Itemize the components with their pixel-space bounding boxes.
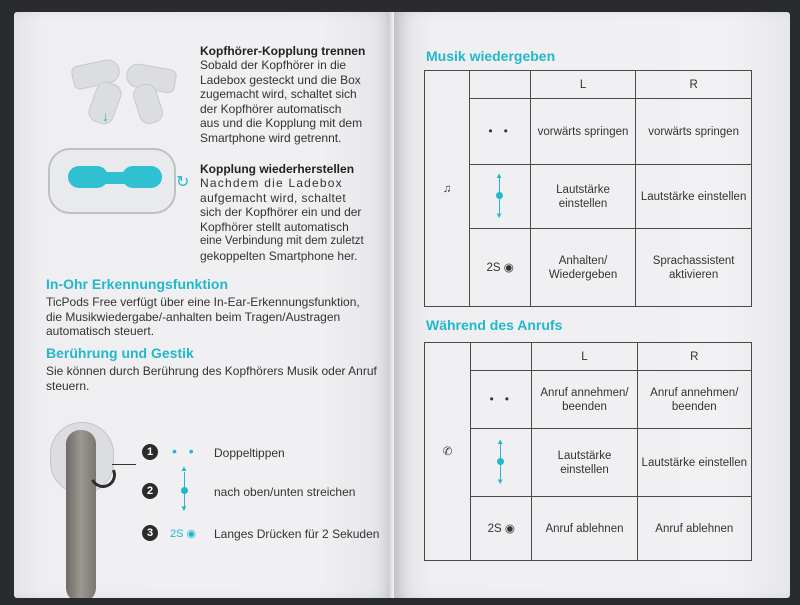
long-press-icon: 2S ◉ bbox=[471, 497, 532, 561]
heading-music: Musik wiedergeben bbox=[426, 48, 556, 64]
header-blank bbox=[470, 71, 530, 99]
body-line: zugemacht wird, schaltet sich bbox=[200, 87, 357, 101]
section-title-repair: Kopplung wiederherstellen bbox=[200, 162, 355, 176]
arrow-down-icon: ↓ bbox=[102, 108, 109, 124]
charging-case-icon bbox=[48, 148, 176, 214]
long-press-icon: 2S ◉ bbox=[470, 229, 530, 307]
call-controls-table bbox=[424, 342, 752, 561]
double-tap-icon: • • bbox=[471, 371, 532, 429]
table-cell: Lautstärke einstellen bbox=[636, 165, 752, 229]
gesture-number: 1 bbox=[142, 444, 158, 460]
column-header-left: L bbox=[532, 343, 637, 371]
body-line: aufgemacht wird, schaltet bbox=[200, 190, 347, 205]
body-line: TicPods Free verfügt über eine In-Ear-Erkennungsfunktion, bbox=[46, 295, 360, 309]
table-cell: Anruf annehmen/ beenden bbox=[637, 371, 751, 429]
gesture-label: nach oben/unten streichen bbox=[214, 485, 356, 499]
pointer-line bbox=[112, 464, 136, 465]
body-line: Kopfhörer stellt automatisch bbox=[200, 219, 349, 234]
long-press-icon: 2S ◉ bbox=[170, 528, 197, 540]
right-page bbox=[394, 12, 790, 598]
section-title-unpair: Kopfhörer-Kopplung trennen bbox=[200, 44, 366, 58]
body-line: automatisch steuert. bbox=[46, 324, 155, 338]
table-cell: Lautstärke einstellen bbox=[530, 165, 635, 229]
earbud-stem-icon bbox=[66, 430, 96, 598]
table-cell: vorwärts springen bbox=[636, 99, 752, 165]
heading-touch: Berührung und Gestik bbox=[46, 345, 194, 361]
column-header-right: R bbox=[636, 71, 752, 99]
column-header-right: R bbox=[637, 343, 751, 371]
table-cell: Anruf ablehnen bbox=[637, 497, 751, 561]
body-line: gekoppelten Smartphone her. bbox=[200, 248, 358, 263]
case-earbud-right bbox=[122, 166, 162, 188]
table-cell: Anruf ablehnen bbox=[532, 497, 637, 561]
rotate-arrow-icon: ↻ bbox=[176, 174, 190, 191]
swipe-icon: ▲ ▼ bbox=[470, 165, 530, 229]
left-page bbox=[14, 12, 394, 598]
column-header-left: L bbox=[530, 71, 635, 99]
phone-icon: ✆ bbox=[425, 343, 471, 561]
header-blank bbox=[471, 343, 532, 371]
music-controls-table bbox=[424, 70, 752, 307]
music-note-icon: ♫ bbox=[425, 71, 470, 307]
body-line: Nachdem die Ladebox bbox=[200, 176, 343, 190]
table-cell: Sprachassistent aktivieren bbox=[636, 229, 752, 307]
body-line: die Musikwiedergabe/-anhalten beim Tragen/Austragen bbox=[46, 309, 341, 324]
gesture-number: 3 bbox=[142, 525, 158, 541]
table-cell: Anhalten/ Wiedergeben bbox=[530, 229, 635, 307]
gesture-label: Doppeltippen bbox=[214, 446, 285, 460]
body-line: eine Verbindung mit dem zuletzt bbox=[200, 235, 364, 247]
double-tap-icon: • • bbox=[172, 443, 198, 459]
body-line: Smartphone wird getrennt. bbox=[200, 130, 342, 145]
gesture-number: 2 bbox=[142, 483, 158, 499]
heading-call: Während des Anrufs bbox=[426, 317, 563, 333]
body-line: aus und die Kopplung mit dem bbox=[200, 116, 363, 130]
table-cell: vorwärts springen bbox=[530, 99, 635, 165]
body-line: steuern. bbox=[46, 378, 90, 393]
body-line: der Kopfhörer automatisch bbox=[200, 101, 342, 116]
body-line: Sobald der Kopfhörer in die bbox=[200, 58, 347, 72]
swipe-icon: ▲ ▼ bbox=[180, 464, 188, 513]
swipe-icon: ▲ ▼ bbox=[471, 429, 532, 497]
table-cell: Lautstärke einstellen bbox=[637, 429, 751, 497]
table-cell: Anruf annehmen/ beenden bbox=[532, 371, 637, 429]
body-line: sich der Kopfhörer ein und der bbox=[200, 205, 362, 219]
gesture-label: Langes Drücken für 2 Sekuden bbox=[214, 527, 380, 541]
double-tap-icon: • • bbox=[470, 99, 530, 165]
body-line: Sie können durch Berührung des Kopfhörers Musik oder Anruf bbox=[46, 364, 377, 378]
body-line: Ladebox gesteckt und die Box bbox=[200, 72, 361, 87]
heading-in-ear: In-Ohr Erkennungsfunktion bbox=[46, 276, 228, 292]
table-cell: Lautstärke einstellen bbox=[532, 429, 637, 497]
